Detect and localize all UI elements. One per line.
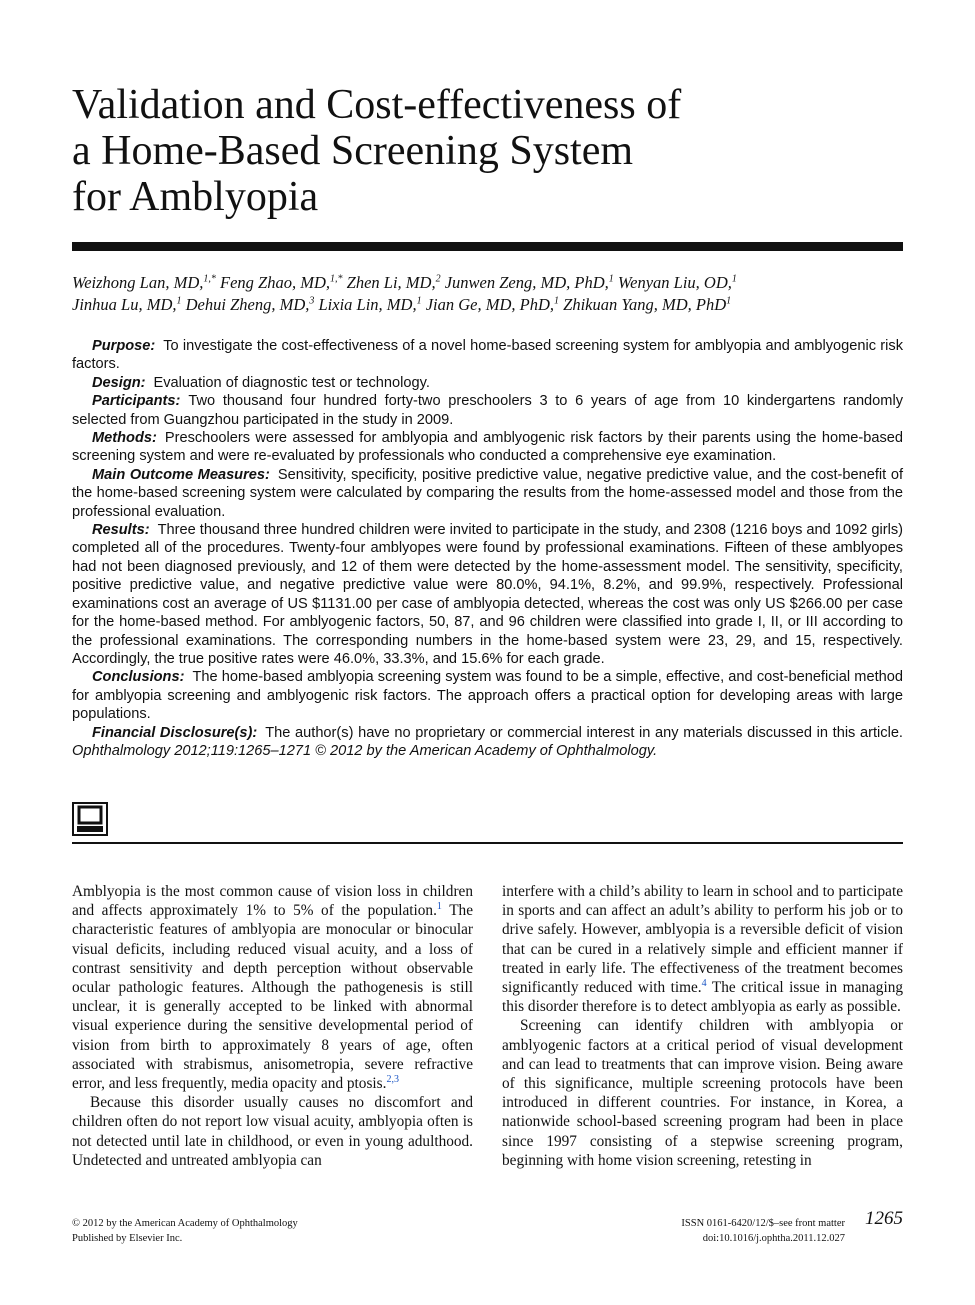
title-line-2: a Home-Based Screening System bbox=[72, 128, 634, 174]
section-text: Sensitivity, specificity, positive predictive value, negative predictive value, and the cost-benefit of the home-based screening system were calculated by comparing the results from the home-assessed model and those from the professional evaluation. bbox=[72, 466, 903, 520]
body-text: The characteristic features of amblyopia are monocular or binocular visual deficits, including reduced visual acuity, and a loss of contrast sensitivity and depth perception without observable ocular pathologic features. Although the pathogenesis is still unclear, it is generally accepted to be linked with abnormal visual experience during the sensitive developmental period of vision from birth to approximately 8 years of age, often associated with strabismus, anisometropia, severe refractive error, and less frequently, media opacity and ptosis. bbox=[72, 902, 473, 1093]
abstract-disclosure bbox=[72, 724, 903, 761]
page-number: 1265 bbox=[865, 1208, 903, 1229]
author: Jian Ge, MD, PhD, bbox=[425, 295, 555, 314]
body-text: Amblyopia is the most common cause of vision loss in children and affects approximately 1% to 5% of the population. bbox=[72, 883, 473, 920]
abstract-methods bbox=[72, 429, 903, 466]
author-affiliation: 1,* bbox=[203, 273, 216, 285]
journal-citation: Ophthalmology 2012;119:1265–1271 © 2012 by the American Academy of Ophthalmology. bbox=[72, 742, 658, 759]
abstract-results bbox=[72, 521, 903, 668]
issn-text: ISSN 0161-6420/12/$–see front matter bbox=[681, 1218, 845, 1229]
section-label: Methods: bbox=[92, 430, 157, 447]
author-affiliation: 1,* bbox=[330, 273, 343, 285]
section-label: Design: bbox=[92, 374, 146, 391]
reference-link[interactable]: 1 bbox=[436, 901, 442, 913]
section-label: Purpose: bbox=[92, 338, 156, 354]
article-title bbox=[72, 82, 872, 220]
body-paragraph bbox=[72, 882, 473, 1093]
section-label: Participants: bbox=[92, 393, 181, 410]
section-label: Results: bbox=[92, 522, 150, 539]
abstract bbox=[72, 337, 903, 760]
author: Wenyan Liu, OD, bbox=[617, 273, 732, 292]
section-text: The home-based amblyopia screening system was found to be a simple, effective, and cost-beneficial method for amblyopia screening and amblyogenic risk factors. The approach offers a practical option for developing areas with large populations. bbox=[72, 669, 903, 723]
section-text: The author(s) have no proprietary or commercial interest in any materials discussed in this article. bbox=[265, 724, 903, 741]
footer-identifiers bbox=[681, 1216, 845, 1246]
body-paragraph bbox=[502, 882, 903, 1016]
author: Junwen Zeng, MD, PhD, bbox=[444, 273, 609, 292]
section-text: Preschoolers were assessed for amblyopia and amblyogenic risk factors by their parents using the home-based screening system and were re-evaluated by professionals who conducted a comprehensive eye examination. bbox=[72, 430, 903, 465]
section-text: Two thousand four hundred forty-two preschoolers 3 to 6 years of age from 10 kindergartens randomly selected from Guangzhou participated in the study in 2009. bbox=[72, 393, 903, 428]
author-affiliation: 1 bbox=[731, 273, 737, 285]
reference-link[interactable]: 4 bbox=[701, 977, 707, 989]
copyright-text: © 2012 by the American Academy of Ophthalmology bbox=[72, 1218, 298, 1229]
author-line-1 bbox=[72, 272, 903, 294]
author: Jinhua Lu, MD, bbox=[72, 295, 177, 314]
abstract-rule bbox=[72, 842, 903, 844]
section-text: To investigate the cost-effectiveness of a novel home-based screening system for amblyopia and amblyogenic risk factors. bbox=[72, 338, 903, 373]
abstract-purpose bbox=[72, 337, 903, 374]
author-affiliation: 1 bbox=[176, 295, 182, 307]
section-label: Financial Disclosure(s): bbox=[92, 724, 258, 741]
author: Zhen Li, MD, bbox=[346, 273, 436, 292]
section-text: Evaluation of diagnostic test or technology. bbox=[153, 374, 430, 391]
author-line-2 bbox=[72, 294, 903, 316]
author-affiliation: 1 bbox=[554, 295, 560, 307]
abstract-conclusions bbox=[72, 668, 903, 723]
author-affiliation: 1 bbox=[416, 295, 422, 307]
author: Feng Zhao, MD, bbox=[220, 273, 331, 292]
author-affiliation: 1 bbox=[726, 295, 732, 307]
body-paragraph: Screening can identify children with amblyopia or amblyogenic factors at a critical period of visual development and can lead to treatments that can improve vision. Being aware of this significance, multiple screening protocols have been introduced in different countries. For instance, in Korea, a nationwide school-based screening program had been in place since 1997 consisting of a stepwise screening program, beginning with home vision screening, retesting in bbox=[502, 1017, 903, 1169]
section-label: Conclusions: bbox=[92, 669, 185, 686]
author-affiliation: 1 bbox=[608, 273, 614, 285]
title-line-1: Validation and Cost-effectiveness of bbox=[72, 82, 682, 128]
body-paragraph: Because this disorder usually causes no discomfort and children often do not report low visual acuity, amblyopia often is not detected until late in childhood, or even in young adulthood. Undetected and untreated amblyopia can bbox=[72, 1094, 473, 1169]
author-affiliation: 2 bbox=[435, 273, 441, 285]
reference-link[interactable]: 2,3 bbox=[386, 1073, 399, 1085]
author-list bbox=[72, 272, 903, 316]
body-column-right bbox=[502, 882, 903, 1170]
computer-monitor-icon[interactable] bbox=[72, 802, 108, 836]
author: Lixia Lin, MD, bbox=[318, 295, 417, 314]
body-text: The critical issue in managing this disorder therefore is to detect amblyopia as early as possible. bbox=[502, 979, 903, 1016]
body-text: interfere with a child’s ability to learn in school and to participate in sports and can affect an adult’s ability to perform his job or to drive safely. However, amblyopia is a reversible deficit of vision that can be cured in a relatively simple and efficient manner if treated in early life. The effectiveness of the treatment becomes significantly reduced with time. bbox=[502, 883, 903, 997]
section-label: Main Outcome Measures: bbox=[92, 466, 270, 483]
abstract-participants bbox=[72, 392, 903, 429]
body-column-left bbox=[72, 882, 473, 1170]
author: Weizhong Lan, MD, bbox=[72, 273, 204, 292]
author: Dehui Zheng, MD, bbox=[185, 295, 310, 314]
author: Zhikuan Yang, MD, PhD bbox=[563, 295, 727, 314]
title-line-3: for Amblyopia bbox=[72, 174, 319, 220]
footer-copyright bbox=[72, 1216, 298, 1246]
publisher-text: Published by Elsevier Inc. bbox=[72, 1233, 183, 1244]
title-rule bbox=[72, 242, 903, 251]
section-text: Three thousand three hundred children were invited to participate in the study, and 2308 (1216 boys and 1092 girls) completed all of the procedures. Twenty-four amblyopes were found by professional examinations. Fifteen of these amblyopes had not been diagnosed previously, and 12 of them were detected by the home-assessment model. The sensitivity, specificity, positive predictive value, and negative predictive value were 80.0%, 94.1%, 8.2%, and 99.9%, respectively. Professional examinations cost an average of US $1131.00 per case of amblyopia detected, whereas the cost was only US $266.00 per case for the home-based method. For amblyogenic factors, 50, 87, and 96 children were classified into grade I, II, or III according to the professional examinations. The corresponding numbers in the home-based system were 23, 29, and 15, respectively. Accordingly, the true positive rates were 46.0%, 33.3%, and 15.6% for each grade. bbox=[72, 522, 903, 667]
abstract-outcomes bbox=[72, 466, 903, 521]
abstract-design bbox=[72, 374, 903, 392]
author-affiliation: 3 bbox=[309, 295, 315, 307]
doi-link[interactable]: doi:10.1016/j.ophtha.2011.12.027 bbox=[702, 1233, 845, 1244]
